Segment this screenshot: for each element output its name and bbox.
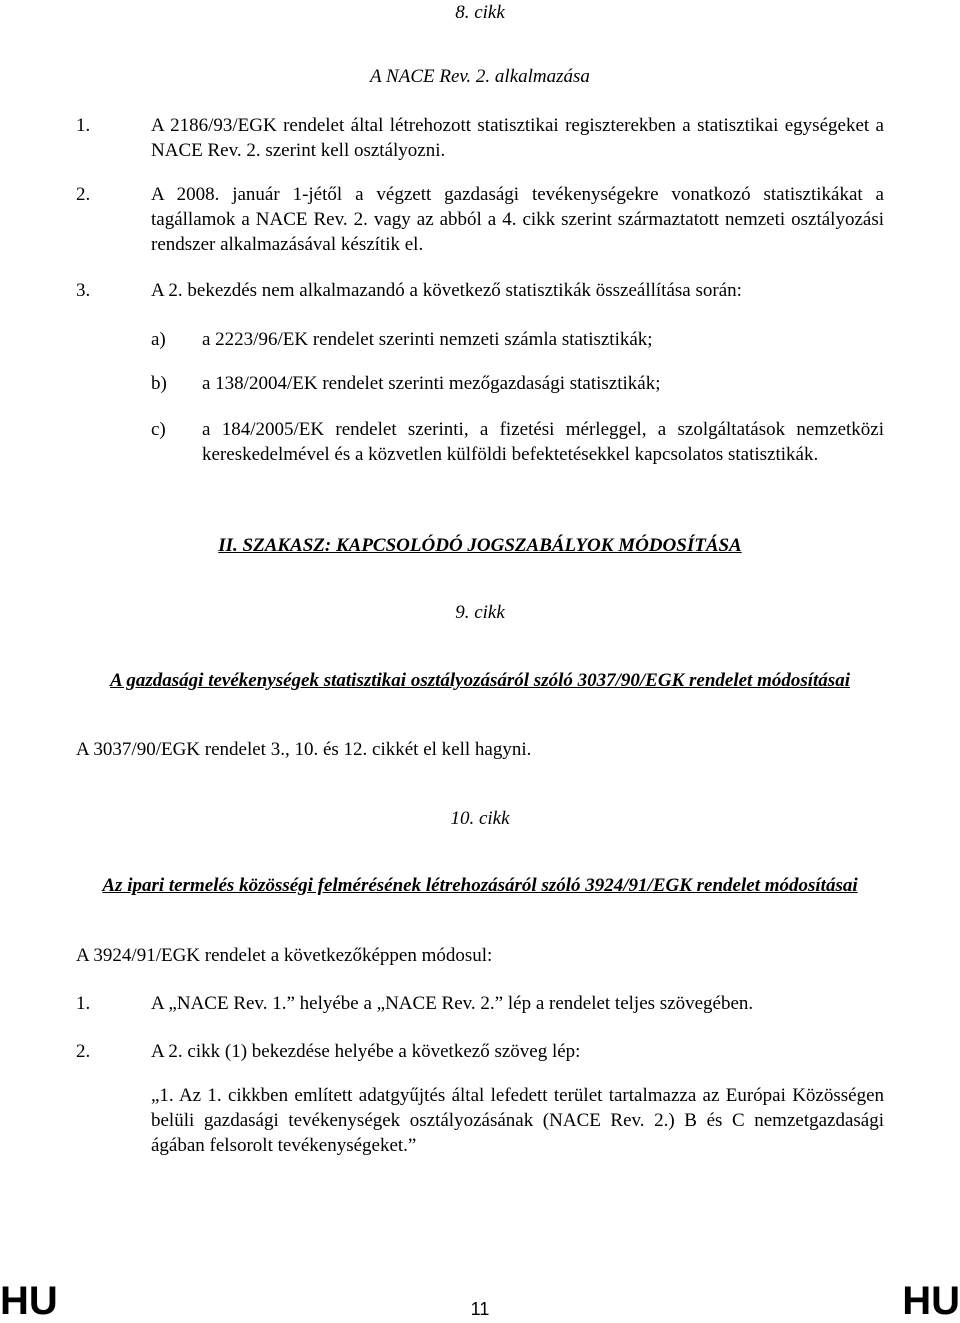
list-item-label-c: c) <box>151 419 166 440</box>
art10-p2-text: A 2. cikk (1) bekezdése helyébe a következő szöveg lép: <box>151 1041 581 1062</box>
art10-p1-number: 1. <box>76 993 91 1014</box>
list-item-label-b: b) <box>151 373 167 394</box>
list-item-text-a: a 2223/96/EK rendelet szerinti nemzeti számla statisztikák; <box>202 329 653 350</box>
art10-p2-number: 2. <box>76 1041 91 1062</box>
amendment-quote: „1. Az 1. cikkben említett adatgyűjtés által lefedett terület tartalmazza az Európai Közösségen belüli gazdasági tevékenységek osztályozásának (NACE Rev. 2.) B és C nemzetgazdasági ágában felsorolt tevékenységeket.” <box>151 1085 884 1156</box>
article-8-title: A NACE Rev. 2. alkalmazása <box>370 66 590 87</box>
language-code-left: HU <box>0 1279 58 1323</box>
art8-p2-number: 2. <box>76 184 91 205</box>
page-number: 11 <box>470 1299 490 1319</box>
article-9-body: A 3037/90/EGK rendelet 3., 10. és 12. cikkét el kell hagyni. <box>76 739 532 760</box>
section-2-title: II. SZAKASZ: KAPCSOLÓDÓ JOGSZABÁLYOK MÓDOSÍTÁSA <box>218 535 742 556</box>
art8-p2-text: A 2008. január 1-jétől a végzett gazdasági tevékenységekre vonatkozó statisztikákat a tagállamok a NACE Rev. 2. vagy az abból a 4. cikk szerint származtatott nemzeti osztályozási rendszer alkalmazásával készítik el. <box>151 184 884 255</box>
article-8-heading: 8. cikk <box>455 2 505 23</box>
art8-p3-number: 3. <box>76 280 91 301</box>
article-10-intro: A 3924/91/EGK rendelet a következőképpen módosul: <box>76 945 493 966</box>
article-10-heading: 10. cikk <box>450 808 510 829</box>
article-10-title: Az ipari termelés közösségi felmérésének létrehozásáról szóló 3924/91/EGK rendelet módosításai <box>102 875 858 896</box>
art8-p3-text: A 2. bekezdés nem alkalmazandó a következő statisztikák összeállítása során: <box>151 280 742 301</box>
list-item-text-c: a 184/2005/EK rendelet szerinti, a fizetési mérleggel, a szolgáltatások nemzetközi kereskedelmével és a közvetlen külföldi befektetésekkel kapcsolatos statisztikák. <box>202 419 884 465</box>
article-9-title: A gazdasági tevékenységek statisztikai osztályozásáról szóló 3037/90/EGK rendelet módosításai <box>110 670 850 691</box>
article-9-heading: 9. cikk <box>455 602 505 623</box>
list-item-label-a: a) <box>151 329 166 350</box>
list-item-text-b: a 138/2004/EK rendelet szerinti mezőgazdasági statisztikák; <box>202 373 661 394</box>
language-code-right: HU <box>902 1279 960 1323</box>
art10-p1-text: A „NACE Rev. 1.” helyébe a „NACE Rev. 2.” lép a rendelet teljes szövegében. <box>151 993 754 1014</box>
art8-p1-number: 1. <box>76 115 91 136</box>
art8-p1-text: A 2186/93/EGK rendelet által létrehozott statisztikai regiszterekben a statisztikai egységeket a NACE Rev. 2. szerint kell osztályozni. <box>151 115 884 161</box>
